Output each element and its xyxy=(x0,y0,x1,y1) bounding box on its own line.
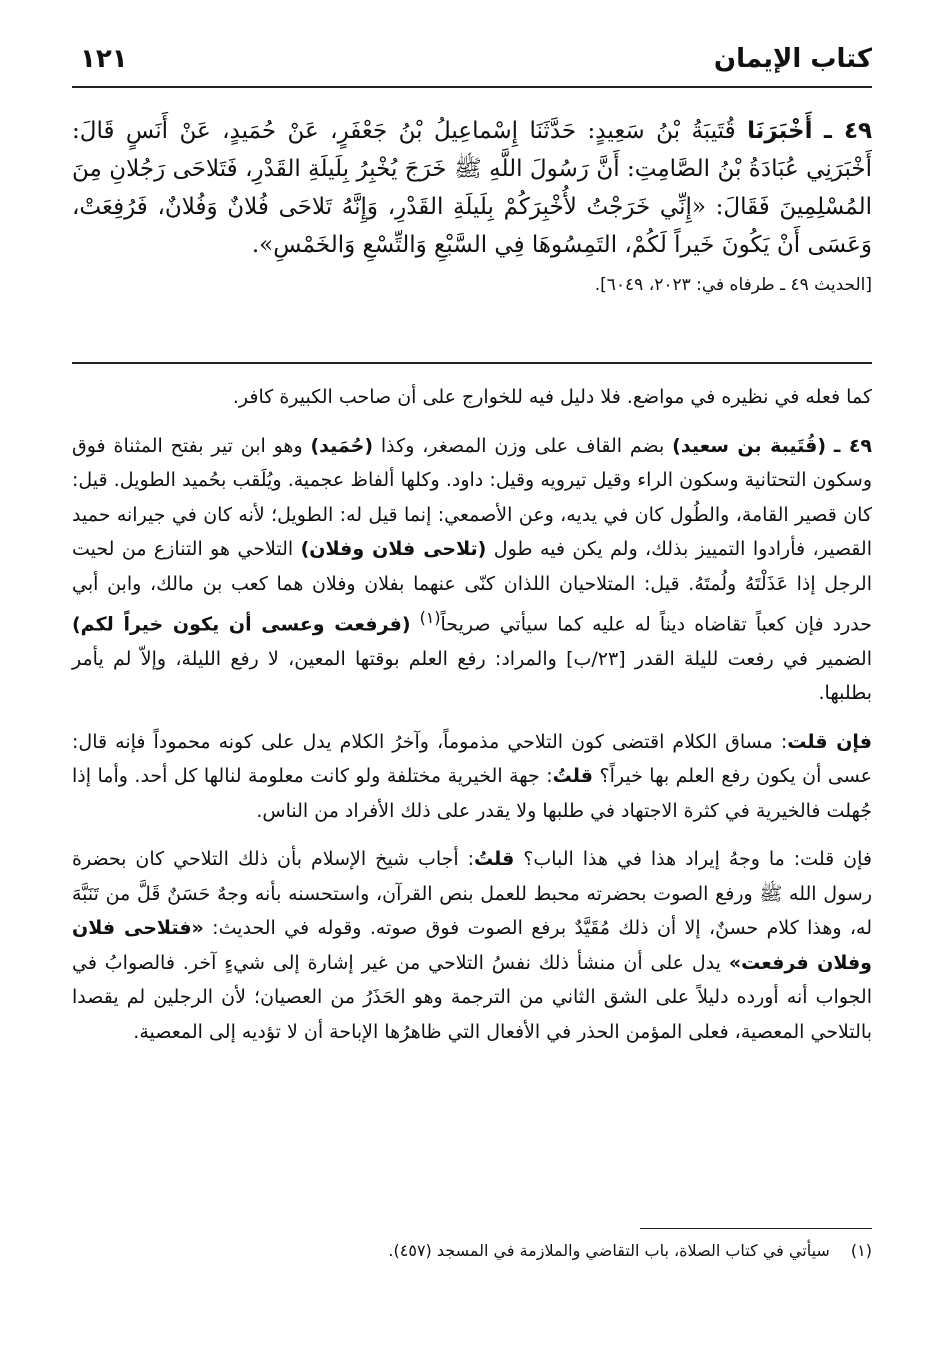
bold-term: قلتُ xyxy=(552,765,593,788)
text-segment: : مساق الكلام اقتضى كون التلاحي مذموماً، وآخرُ الكلام يدل على كونه محموداً فإنه قال: عسى أن يكون رفع العلم بها خيراً؟ xyxy=(72,730,873,788)
chapter-title: كتاب الإيمان xyxy=(713,44,872,74)
section-divider xyxy=(72,362,872,364)
bold-term: (تلاحى فلان وفلان) xyxy=(300,538,487,560)
hadith-text xyxy=(72,112,872,264)
footnote-text: سيأتي في كتاب الصلاة، باب التقاضي والملازمة في المسجد (٤٥٧). xyxy=(388,1241,830,1260)
hadith-reference: [الحديث ٤٩ ـ طرفاه في: ٢٠٢٣، ٦٠٤٩]. xyxy=(594,275,872,295)
bold-term: قلتُ xyxy=(474,848,515,871)
hadith-block xyxy=(72,112,872,300)
commentary xyxy=(72,380,872,1063)
page-header xyxy=(72,38,872,88)
bold-term: (قُتَيبة بن سعيد) xyxy=(672,434,827,457)
text-segment: وهو ابن تير بفتح المثناة فوق وسكون التحتانية وسكون الراء وقيل تيرويه وقيل: داود. وكلها ألفاظ عجمية. ويُلَقب بحُميد الطويل. قيل: كان قصير القامة، والطُول كان في يديه، وعن الأصمعي: إنما قيل له: الطويل؛ لأنه كان في جيرانه حميد القصير، فأرادوا التمييز بذلك، ولم يكن فيه طول xyxy=(72,434,872,560)
bold-term: (حُمَيد) xyxy=(310,434,374,457)
hadith-lead: أَخْبَرَنَا xyxy=(747,118,813,144)
commentary-paragraph-2 xyxy=(72,429,872,711)
commentary-paragraph-4 xyxy=(72,842,872,1049)
text-segment: التلاحي هو التنازع من لحيت الرجل إذا عَذَلْتَهُ ولُمتَهُ. قيل: المتلاحيان اللذان كنّى عنهما بفلان وفلان هما كعب بن مالك، وابن أبي حدرد فإن كعباً تقاضاه ديناً له عليه كما سيأتي صريحاً xyxy=(72,538,872,636)
footnote-divider xyxy=(640,1228,872,1229)
text-segment: يدل على أن منشأ ذلك نفسُ التلاحي من غير إشارة إلى شيءٍ آخر. فالصوابُ في الجواب أنه أورده دليلاً على الشق الثاني من الترجمة وهو الحَذَرُ من العصيان؛ لأن الرجلين لم يقصدا بالتلاحي المعصية، فعلى المؤمن الحذر في الأفعال التي ظاهرُها الإباحة أن لا تؤديه إلى المعصية. xyxy=(72,951,872,1043)
text-segment: بضم القاف على وزن المصغر، وكذا xyxy=(380,434,665,457)
bold-term: فإن قلت xyxy=(787,730,872,753)
hadith-body: قُتَيبَةُ بْنُ سَعِيدٍ: حَدَّثَنَا إِسْماعِيلُ بْنُ جَعْفَرٍ، عَنْ حُمَيدٍ، عَنْ أَنَسٍ قَالَ: أَخْبَرَنِي عُبَادَةُ بْنُ الصَّامِتِ: أَنَّ رَسُولَ اللَّهِ ﷺ خَرَجَ يُخْبِرُ بِلَيلَةِ القَدْرِ، فَتَلاحَى رَجُلانِ مِنَ المُسْلِمِينَ فَقَالَ: «إِنِّي خَرَجْتُ لأُخْبِرَكُمْ بِلَيلَةِ القَدْرِ، وَإِنَّهُ تَلاحَى فُلانٌ وَفُلانٌ، فَرُفِعَتْ، وَعَسَى أَنْ يَكُونَ خَيراً لَكُمْ، التَمِسُوهَا فِي السَّبْعِ وَالتِّسْعِ وَالخَمْسِ». xyxy=(72,118,872,258)
commentary-number: ٤٩ ـ xyxy=(833,434,873,457)
text-segment: الضمير في رفعت لليلة القدر [٢٣/ب] والمراد: رفع العلم بوقتها المعين، لا رفع الليلة، وإلاّ لم يأمر بطلبها. xyxy=(72,647,872,705)
footnote xyxy=(72,1238,872,1264)
bold-term: (فرفعت وعسى أن يكون خيراً لكم) xyxy=(72,613,411,636)
text-segment: فإن قلت: ما وجهُ إيراد هذا في هذا الباب؟ xyxy=(523,848,872,871)
page-number: ١٢١ xyxy=(80,44,128,74)
footnote-marker: (١) xyxy=(419,608,441,627)
text-segment: : جهة الخيرية مختلفة ولو كانت معلومة لنالها كل أحد. وأما إذا جُهلت فالخيرية في كثرة الاجتهاد في طلبها ولا يقدر على ذلك الأفراد من الناس. xyxy=(72,765,872,822)
hadith-number: ٤٩ ـ xyxy=(823,118,873,144)
commentary-paragraph-1: كما فعله في نظيره في مواضع. فلا دليل فيه للخوارج على أن صاحب الكبيرة كافر. xyxy=(232,386,872,408)
bold-term: «فتلاحى فلان وفلان فرفعت» xyxy=(72,917,872,974)
footnote-number: (١) xyxy=(850,1241,872,1260)
commentary-paragraph-3 xyxy=(72,725,872,829)
text-segment: : أجاب شيخ الإسلام بأن ذلك التلاحي كان بحضرة رسول الله ﷺ ورفع الصوت بحضرته محبط للعمل بنص القرآن، واستحسنه بأنه وجهٌ حَسَنٌ قَلَّ من تَنَبَّهَ له، وهذا كلام حسنٌ، إلا أن ذلك مُقَيَّدٌ برفع الصوت فوق صوته. وقوله في الحديث: xyxy=(72,848,872,940)
